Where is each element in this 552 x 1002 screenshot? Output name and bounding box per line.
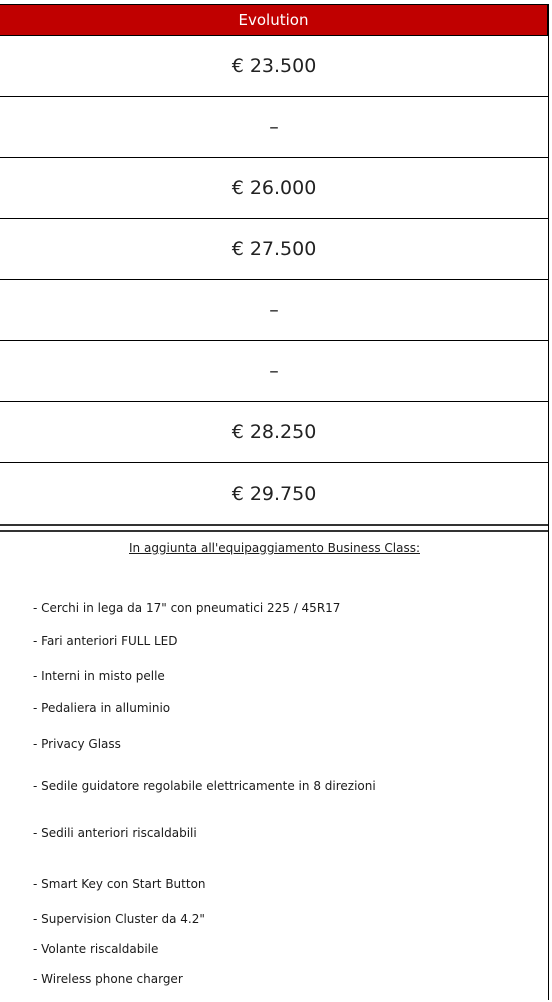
price-value: –	[269, 299, 279, 321]
price-row	[0, 36, 548, 97]
equipment-item: - Pedaliera in alluminio	[33, 701, 171, 715]
equipment-item: - Sedili anteriori riscaldabili	[33, 826, 197, 840]
section-divider	[0, 524, 548, 532]
price-table	[0, 4, 549, 1000]
equipment-item: - Cerchi in lega da 17" con pneumatici 225 / 45R17	[33, 601, 341, 615]
price-value: € 29.750	[231, 482, 317, 505]
equipment-title: In aggiunta all'equipaggiamento Business Class:	[129, 541, 420, 555]
equipment-item: - Sedile guidatore regolabile elettricamente in 8 direzioni	[33, 779, 376, 793]
equipment-section	[0, 532, 548, 1002]
price-value: –	[269, 360, 279, 382]
price-value: € 23.500	[231, 55, 317, 77]
equipment-item: - Wireless phone charger	[33, 972, 183, 986]
equipment-item: - Interni in misto pelle	[33, 669, 165, 683]
price-row	[0, 280, 548, 341]
equipment-item: - Volante riscaldabile	[33, 942, 159, 956]
price-value: € 28.250	[231, 421, 317, 443]
price-row	[0, 341, 548, 402]
equipment-item: - Smart Key con Start Button	[33, 877, 206, 891]
price-value: –	[269, 116, 279, 138]
equipment-item: - Supervision Cluster da 4.2"	[33, 912, 205, 926]
price-row	[0, 158, 548, 219]
column-header	[0, 4, 548, 36]
price-value: € 27.500	[231, 238, 317, 260]
price-row	[0, 97, 548, 158]
price-row	[0, 219, 548, 280]
price-row	[0, 463, 548, 524]
price-value: € 26.000	[231, 177, 317, 199]
column-header-title: Evolution	[238, 11, 309, 29]
price-row	[0, 402, 548, 463]
equipment-item: - Fari anteriori FULL LED	[33, 634, 178, 648]
equipment-item: - Privacy Glass	[33, 737, 121, 751]
